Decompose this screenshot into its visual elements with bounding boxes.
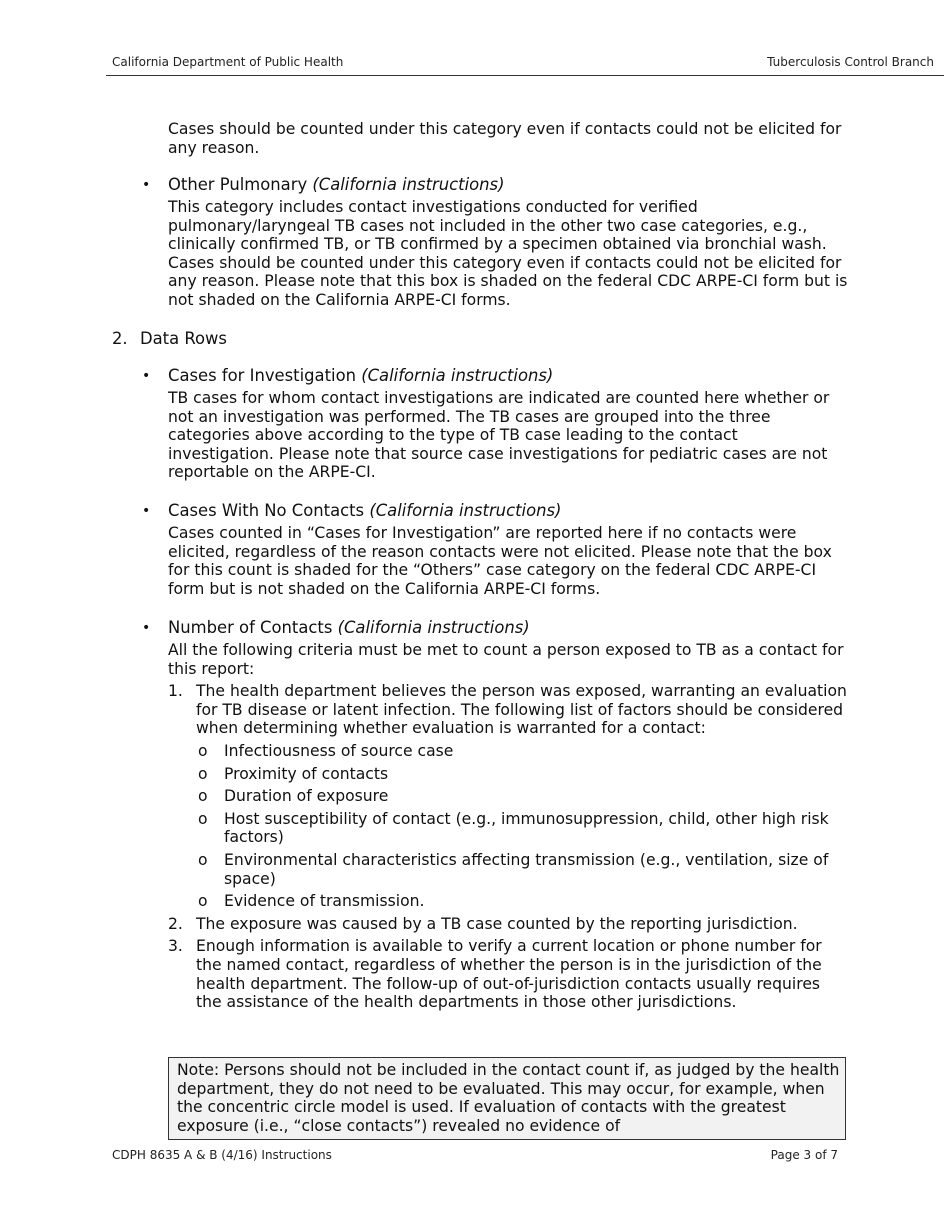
factor-item: o Infectiousness of source case <box>198 741 454 760</box>
criteria-text: Enough information is available to verify a current location or phone number for the named contact, regardless of whether the person is in the jurisdiction of the health department. The follow-up of out-of-jurisdiction contacts usually requires the assistance of the health departments in those other jurisdictions. <box>196 937 822 1012</box>
criteria-item <box>168 915 848 934</box>
header-agency: California Department of Public Health <box>112 55 344 69</box>
bullet-marker: • <box>142 620 151 636</box>
section-title: Data Rows <box>140 329 227 348</box>
bullet-heading: Other Pulmonary (California instructions) <box>168 175 505 194</box>
continuation-paragraph: Cases should be counted under this category even if contacts could not be elicited for any reason. <box>168 120 842 157</box>
criteria-item <box>168 937 848 1011</box>
factor-item: o Proximity of contacts <box>198 764 389 783</box>
bullet-description: TB cases for whom contact investigations are indicated are counted here whether or not an investigation was performed. The TB cases are grouped into the three categories above according to the type of TB case leading to the contact investigation. Please note that source case investigations for pediatric cases are not reportable on the ARPE-CI. <box>168 389 830 482</box>
bullet-description: Cases counted in “Cases for Investigation” are reported here if no contacts were elicited, regardless of the reason contacts were not elicited. Please note that the box for this count is shaded for the “Others” case category on the federal CDC ARPE-CI form but is not shaded on the California ARPE-CI forms. <box>168 524 832 598</box>
factor-marker: o <box>198 787 208 806</box>
factor-marker: o <box>198 892 208 911</box>
bullet-heading: Cases for Investigation (California instructions) <box>168 366 554 385</box>
factor-marker: o <box>198 764 208 783</box>
page-number: Page 3 of 7 <box>770 1148 838 1162</box>
bullet-marker: • <box>142 177 151 193</box>
criteria-number: 1. <box>168 682 183 701</box>
footer-form-id: CDPH 8635 A & B (4/16) Instructions <box>112 1148 332 1162</box>
bullet-heading: Number of Contacts (California instructions) <box>168 618 530 637</box>
section-number: 2. <box>112 329 128 348</box>
factor-list <box>196 742 848 911</box>
bullet-description: This category includes contact investigations conducted for verified pulmonary/laryngeal TB cases not included in the other two case categories, e.g., clinically confirmed TB, or TB confirmed by a specimen obtained via bronchial wash. Cases should be counted under this category even if contacts could not be elicited for any reason. Please note that this box is shaded on the federal CDC ARPE-CI form but is not shaded on the California ARPE-CI forms. <box>168 198 848 309</box>
factor-marker: o <box>198 809 208 828</box>
bullet-cases-no-contacts <box>142 500 848 598</box>
criteria-text: The health department believes the person was exposed, warranting an evaluation for TB disease or latent infection. The following list of factors should be considered when determining whether evaluation is warranted for a contact: <box>196 682 847 738</box>
criteria-number: 2. <box>168 914 183 933</box>
bullet-marker: • <box>142 368 151 384</box>
bullet-other-pulmonary <box>142 174 848 310</box>
factor-marker: o <box>198 850 208 869</box>
bullet-number-of-contacts <box>142 617 848 1016</box>
factor-item: o Duration of exposure <box>198 787 389 806</box>
header-branch: Tuberculosis Control Branch <box>767 55 934 69</box>
bullet-marker: • <box>142 503 151 519</box>
bullet-cases-for-investigation <box>142 365 848 482</box>
factor-item: o Host susceptibility of contact (e.g., immunosuppression, child, other high risk factors) <box>198 809 829 847</box>
header-divider <box>106 75 944 76</box>
note-box: Note: Persons should not be included in the contact count if, as judged by the health department, they do not need to be evaluated. This may occur, for example, when the concentric circle model is used. If evaluation of contacts with the greatest exposure (i.e., “close contacts”) revealed no evidence of <box>168 1057 846 1140</box>
factor-item: o Environmental characteristics affecting transmission (e.g., ventilation, size of space) <box>198 850 829 888</box>
bullet-heading: Cases With No Contacts (California instructions) <box>168 501 562 520</box>
criteria-list <box>168 682 848 1012</box>
criteria-text: The exposure was caused by a TB case counted by the reporting jurisdiction. <box>196 914 798 933</box>
criteria-number: 3. <box>168 937 183 956</box>
criteria-item <box>168 682 848 911</box>
factor-marker: o <box>198 741 208 760</box>
bullet-description: All the following criteria must be met to count a person exposed to TB as a contact for this report: <box>168 641 844 678</box>
factor-item: o Evidence of transmission. <box>198 892 425 911</box>
